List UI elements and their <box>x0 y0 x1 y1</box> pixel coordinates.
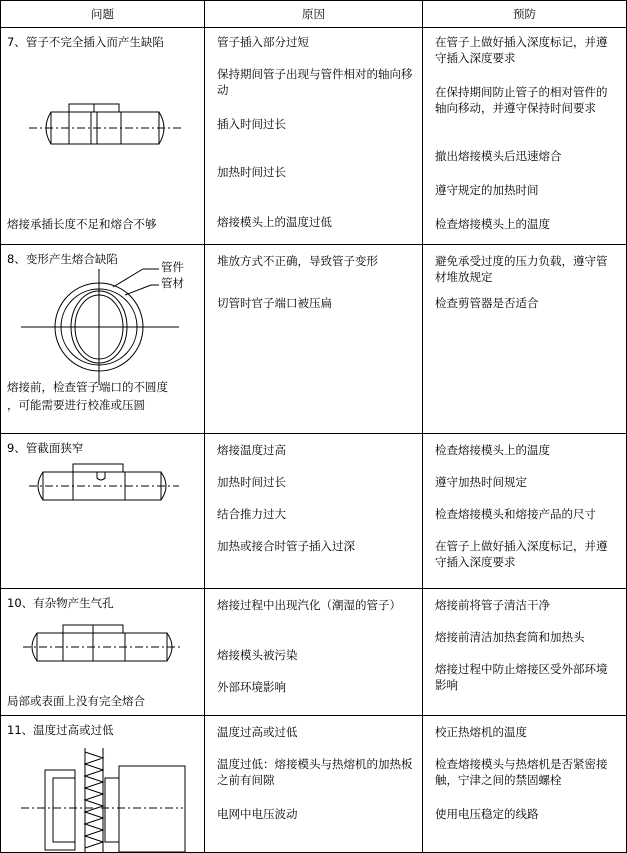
problem-cell <box>1 716 205 853</box>
pipe-fitting-label: 管件 <box>161 260 184 274</box>
prevention-cell <box>423 28 627 245</box>
cause-item: 熔接过程中出现汽化（潮湿的管子） <box>217 598 401 612</box>
cause-item: 熔接模头上的温度过低 <box>217 215 332 229</box>
cause-item: 熔接模头被污染 <box>217 648 298 662</box>
problem-title: 11、温度过高或过低 <box>7 723 114 737</box>
prevention-item: 在保持期间防止管子的相对管件的轴向移动，并遵守保持时间要求 <box>435 85 608 115</box>
cause-cell <box>205 716 423 853</box>
problem-caption: ，可能需要进行校准或压圆 <box>7 398 145 412</box>
problem-caption: 熔接前，检查管子端口的不圆度 <box>7 380 168 394</box>
cause-cell <box>205 28 423 245</box>
prevention-item: 熔接前将管子清洁干净 <box>435 598 550 612</box>
prevention-item: 校正热熔机的温度 <box>435 725 527 739</box>
pipe-material-label: 管材 <box>161 276 184 290</box>
cause-item: 管子插入部分过短 <box>217 35 309 49</box>
prevention-item: 使用电压稳定的线路 <box>435 807 539 821</box>
prevention-cell <box>423 716 627 853</box>
heating-plate-diagram <box>1 748 205 852</box>
table-row <box>1 434 627 589</box>
problem-cell <box>1 245 205 434</box>
table-row <box>1 716 627 853</box>
problem-caption: 熔接承插长度不足和熔合不够 <box>7 217 157 231</box>
prevention-item: 检查剪管器是否适合 <box>435 296 539 310</box>
prevention-item: 检查熔接模头和熔接产品的尺寸 <box>435 507 596 521</box>
prevention-item: 检查熔接模头上的温度 <box>435 443 550 457</box>
problem-caption: 局部或表面上没有完全熔合 <box>7 694 145 708</box>
prevention-cell <box>423 589 627 716</box>
cause-item: 加热时间过长 <box>217 165 286 179</box>
cause-cell <box>205 245 423 434</box>
prevention-cell <box>423 245 627 434</box>
table-row <box>1 28 627 245</box>
cause-item: 切管时官子端口被压扁 <box>217 296 332 310</box>
pipe-joint-diagram <box>1 619 205 679</box>
prevention-item: 在管子上做好插入深度标记，并遵守插入深度要求 <box>435 35 608 65</box>
pipe-joint-diagram <box>1 456 205 516</box>
pipe-joint-diagram <box>1 88 205 168</box>
cause-item: 加热或接合时管子插入过深 <box>217 539 355 553</box>
cause-cell <box>205 589 423 716</box>
prevention-cell <box>423 434 627 589</box>
header-row <box>1 1 627 28</box>
prevention-item: 避免承受过度的压力负载，遵守管材堆放规定 <box>435 254 608 284</box>
prevention-item: 撤出熔接模头后迅速熔合 <box>435 149 562 163</box>
cause-item: 插入时间过长 <box>217 117 286 131</box>
cause-item: 加热时间过长 <box>217 475 286 489</box>
cause-cell <box>205 434 423 589</box>
problem-cell <box>1 589 205 716</box>
table-row <box>1 589 627 716</box>
cause-item: 电网中电压波动 <box>217 807 298 821</box>
cause-item: 结合推力过大 <box>217 507 286 521</box>
cause-item: 外部环境影响 <box>217 680 286 694</box>
header-cause: 原因 <box>205 1 423 28</box>
prevention-item: 熔接过程中防止熔接区受外部环境影响 <box>435 662 608 692</box>
prevention-item: 遵守加热时间规定 <box>435 475 527 489</box>
cause-item: 熔接温度过高 <box>217 443 286 457</box>
prevention-item: 检查熔接模头上的温度 <box>435 217 550 231</box>
cause-item: 堆放方式不正确，导致管子变形 <box>217 254 378 268</box>
problem-title: 7、管子不完全插入而产生缺陷 <box>7 35 164 49</box>
problem-cell <box>1 28 205 245</box>
header-prevention: 预防 <box>423 1 627 28</box>
header-problem: 问题 <box>1 1 205 28</box>
prevention-item: 遵守规定的加热时间 <box>435 183 539 197</box>
problem-title: 8、变形产生熔合缺陷 <box>7 252 118 266</box>
prevention-item: 在管子上做好插入深度标记，并遵守插入深度要求 <box>435 539 608 569</box>
cause-item: 温度过低：熔接模头与热熔机的加热板之前有间隙 <box>217 757 413 787</box>
prevention-item: 熔接前清洁加热套筒和加热头 <box>435 630 585 644</box>
problem-title: 9、管截面狭窄 <box>7 441 84 455</box>
problem-title: 10、有杂物产生气孔 <box>7 596 114 610</box>
table-row <box>1 245 627 434</box>
problem-cell <box>1 434 205 589</box>
prevention-item: 检查熔接模头与热熔机是否紧密接触，宁津之间的禁固螺栓 <box>435 757 608 787</box>
cause-item: 温度过高或过低 <box>217 725 298 739</box>
cause-item: 保持期间管子出现与管件相对的轴向移动 <box>217 67 413 97</box>
